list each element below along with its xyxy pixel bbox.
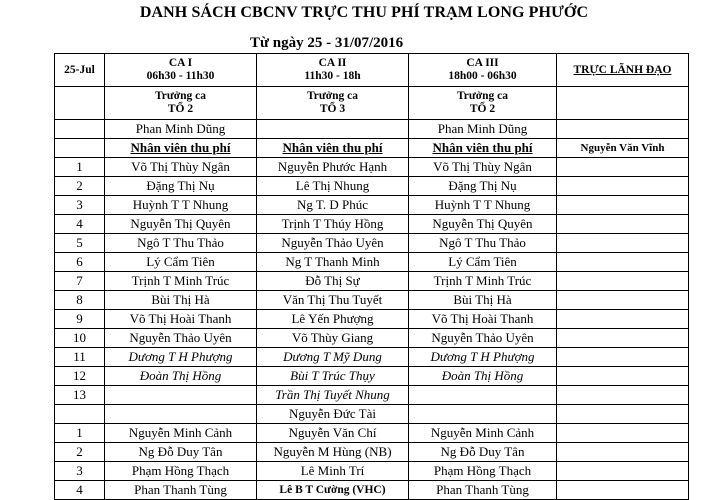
leader-cell bbox=[557, 443, 689, 462]
date-range: Từ ngày 25 - 31/07/2016 bbox=[250, 35, 404, 51]
shift-3-staff bbox=[409, 405, 557, 424]
shift-1-staff: Võ Thị Hoài Thanh bbox=[105, 310, 257, 329]
shift-2-staff: Nguyễn Thảo Uyên bbox=[257, 234, 409, 253]
team-3-name: TỔ 2 bbox=[469, 103, 496, 115]
row-index: 2 bbox=[55, 443, 105, 462]
shift-header-row bbox=[55, 54, 689, 87]
shift-1-staff: Dương T H Phượng bbox=[105, 348, 257, 367]
leader-cell bbox=[557, 196, 689, 215]
shift-3-staff: Đoàn Thị Hồng bbox=[409, 367, 557, 386]
shift-2-staff: Ng T Thanh Minh bbox=[257, 253, 409, 272]
document-title: DANH SÁCH CBCNV TRỰC THU PHÍ TRẠM LONG PHƯỚC bbox=[139, 4, 589, 21]
schedule-table bbox=[54, 53, 689, 500]
row-index: 10 bbox=[55, 329, 105, 348]
shift-1-staff: Đặng Thị Nụ bbox=[105, 177, 257, 196]
leader-cell bbox=[557, 386, 689, 405]
lead-row bbox=[55, 120, 689, 139]
row-index: 4 bbox=[55, 215, 105, 234]
row-index: 6 bbox=[55, 253, 105, 272]
shift-2-staff: Nguyễn M Hùng (NB) bbox=[257, 443, 409, 462]
shift-1-header bbox=[105, 54, 257, 87]
shift-3-staff: Phạm Hồng Thạch bbox=[409, 462, 557, 481]
table-row bbox=[55, 234, 689, 253]
leader-name: Nguyễn Văn Vĩnh bbox=[557, 139, 689, 158]
row-index: 9 bbox=[55, 310, 105, 329]
shift-2-staff: Võ Thùy Giang bbox=[257, 329, 409, 348]
table-row bbox=[55, 272, 689, 291]
shift-3-staff: Lý Cẩm Tiên bbox=[409, 253, 557, 272]
shift-3-staff: Nguyễn Thảo Uyên bbox=[409, 329, 557, 348]
row-index bbox=[55, 405, 105, 424]
row-index: 1 bbox=[55, 158, 105, 177]
table-row bbox=[55, 443, 689, 462]
empty-cell bbox=[55, 120, 105, 139]
team-3-role: Trưởng ca bbox=[456, 90, 509, 102]
leader-cell bbox=[557, 272, 689, 291]
table-row bbox=[55, 329, 689, 348]
table-row bbox=[55, 367, 689, 386]
lead-2 bbox=[257, 120, 409, 139]
table-row bbox=[55, 348, 689, 367]
shift-2-staff: Trịnh T Thúy Hồng bbox=[257, 215, 409, 234]
row-index: 4 bbox=[55, 481, 105, 500]
lead-3: Phan Minh Dũng bbox=[409, 120, 557, 139]
row-index: 13 bbox=[55, 386, 105, 405]
row-index: 1 bbox=[55, 424, 105, 443]
team-2-name: TỔ 3 bbox=[319, 103, 346, 115]
shift-1-staff: Nguyễn Thị Quyên bbox=[105, 215, 257, 234]
table-row bbox=[55, 253, 689, 272]
shift-2-staff: Lê Thị Nhung bbox=[257, 177, 409, 196]
shift-1-staff: Bùi Thị Hà bbox=[105, 291, 257, 310]
leader-cell bbox=[557, 481, 689, 500]
shift-2-staff: Trần Thị Tuyết Nhung bbox=[257, 386, 409, 405]
shift-3-staff: Nguyễn Minh Cảnh bbox=[409, 424, 557, 443]
leader-cell bbox=[557, 424, 689, 443]
team-1-name: TỔ 2 bbox=[167, 103, 194, 115]
table-row bbox=[55, 215, 689, 234]
shift-1-staff: Nguyễn Minh Cảnh bbox=[105, 424, 257, 443]
shift-2-header bbox=[257, 54, 409, 87]
shift-1-staff: Phan Thanh Tùng bbox=[105, 481, 257, 500]
row-index: 2 bbox=[55, 177, 105, 196]
shift-2-staff: Bùi T Trúc Thụy bbox=[257, 367, 409, 386]
shift-2-staff: Lê Yến Phượng bbox=[257, 310, 409, 329]
table-row bbox=[55, 386, 689, 405]
leader-cell bbox=[557, 234, 689, 253]
shift-1-staff: Ngô T Thu Thảo bbox=[105, 234, 257, 253]
empty-cell bbox=[557, 87, 689, 120]
leader-cell bbox=[557, 310, 689, 329]
table-row bbox=[55, 405, 689, 424]
shift-2-staff: Đỗ Thị Sự bbox=[257, 272, 409, 291]
leader-cell bbox=[557, 348, 689, 367]
shift-1-staff: Phạm Hồng Thạch bbox=[105, 462, 257, 481]
leader-cell bbox=[557, 405, 689, 424]
table-row bbox=[55, 196, 689, 215]
leader-cell bbox=[557, 367, 689, 386]
shift-3-staff: Huỳnh T T Nhung bbox=[409, 196, 557, 215]
row-index: 3 bbox=[55, 462, 105, 481]
row-index: 3 bbox=[55, 196, 105, 215]
shift-3-staff: Dương T H Phượng bbox=[409, 348, 557, 367]
leader-cell bbox=[557, 291, 689, 310]
shift-1-time: 06h30 - 11h30 bbox=[146, 70, 215, 82]
shift-1-name: CA I bbox=[168, 57, 193, 69]
shift-3-staff: Ngô T Thu Thảo bbox=[409, 234, 557, 253]
team-1 bbox=[105, 87, 257, 120]
leader-cell bbox=[557, 329, 689, 348]
table-row bbox=[55, 291, 689, 310]
empty-cell bbox=[55, 139, 105, 158]
staff-label-1: Nhân viên thu phí bbox=[105, 139, 257, 158]
shift-2-staff: Lê B T Cường (VHC) bbox=[257, 481, 409, 500]
shift-2-staff: Nguyễn Văn Chí bbox=[257, 424, 409, 443]
team-row bbox=[55, 87, 689, 120]
shift-1-staff: Ng Đỗ Duy Tân bbox=[105, 443, 257, 462]
shift-3-staff: Đặng Thị Nụ bbox=[409, 177, 557, 196]
shift-3-staff: Võ Thị Hoài Thanh bbox=[409, 310, 557, 329]
table-row bbox=[55, 462, 689, 481]
team-2-role: Trưởng ca bbox=[306, 90, 359, 102]
shift-2-staff: Dương T Mỹ Dung bbox=[257, 348, 409, 367]
shift-3-time: 18h00 - 06h30 bbox=[448, 70, 517, 82]
leader-cell bbox=[557, 215, 689, 234]
shift-2-staff: Văn Thị Thu Tuyết bbox=[257, 291, 409, 310]
shift-3-staff: Võ Thị Thùy Ngân bbox=[409, 158, 557, 177]
shift-2-staff: Ng T. D Phúc bbox=[257, 196, 409, 215]
date-cell: 25-Jul bbox=[55, 54, 105, 87]
shift-1-staff: Võ Thị Thùy Ngân bbox=[105, 158, 257, 177]
team-1-role: Trưởng ca bbox=[154, 90, 207, 102]
table-row bbox=[55, 158, 689, 177]
staff-label-2: Nhân viên thu phí bbox=[257, 139, 409, 158]
shift-1-staff: Đoàn Thị Hồng bbox=[105, 367, 257, 386]
shift-3-staff: Phan Thanh Tùng bbox=[409, 481, 557, 500]
shift-3-name: CA III bbox=[466, 57, 499, 69]
shift-2-time: 11h30 - 18h bbox=[304, 70, 361, 82]
leader-column-header: TRỰC LÃNH ĐẠO bbox=[557, 54, 689, 87]
team-2 bbox=[257, 87, 409, 120]
shift-2-staff: Lê Minh Trí bbox=[257, 462, 409, 481]
table-row bbox=[55, 424, 689, 443]
shift-3-staff: Ng Đỗ Duy Tân bbox=[409, 443, 557, 462]
shift-1-staff: Huỳnh T T Nhung bbox=[105, 196, 257, 215]
shift-1-staff bbox=[105, 405, 257, 424]
table-row bbox=[55, 481, 689, 500]
shift-1-staff bbox=[105, 386, 257, 405]
leader-cell bbox=[557, 462, 689, 481]
row-index: 12 bbox=[55, 367, 105, 386]
row-index: 7 bbox=[55, 272, 105, 291]
row-index: 5 bbox=[55, 234, 105, 253]
row-index: 11 bbox=[55, 348, 105, 367]
shift-3-staff: Nguyễn Thị Quyên bbox=[409, 215, 557, 234]
staff-label-row bbox=[55, 139, 689, 158]
shift-1-staff: Nguyễn Thảo Uyên bbox=[105, 329, 257, 348]
leader-cell bbox=[557, 158, 689, 177]
leader-cell bbox=[557, 253, 689, 272]
table-row bbox=[55, 310, 689, 329]
lead-1: Phan Minh Dũng bbox=[105, 120, 257, 139]
shift-2-staff: Nguyễn Đức Tài bbox=[257, 405, 409, 424]
team-3 bbox=[409, 87, 557, 120]
leader-cell bbox=[557, 177, 689, 196]
shift-3-staff: Bùi Thị Hà bbox=[409, 291, 557, 310]
empty-cell bbox=[557, 120, 689, 139]
row-index: 8 bbox=[55, 291, 105, 310]
shift-1-staff: Lý Cẩm Tiên bbox=[105, 253, 257, 272]
table-row bbox=[55, 177, 689, 196]
empty-cell bbox=[55, 87, 105, 120]
staff-label-3: Nhân viên thu phí bbox=[409, 139, 557, 158]
shift-3-staff: Trịnh T Minh Trúc bbox=[409, 272, 557, 291]
shift-3-header bbox=[409, 54, 557, 87]
shift-3-staff bbox=[409, 386, 557, 405]
shift-1-staff: Trịnh T Minh Trúc bbox=[105, 272, 257, 291]
shift-2-staff: Nguyễn Phước Hạnh bbox=[257, 158, 409, 177]
shift-2-name: CA II bbox=[318, 57, 347, 69]
